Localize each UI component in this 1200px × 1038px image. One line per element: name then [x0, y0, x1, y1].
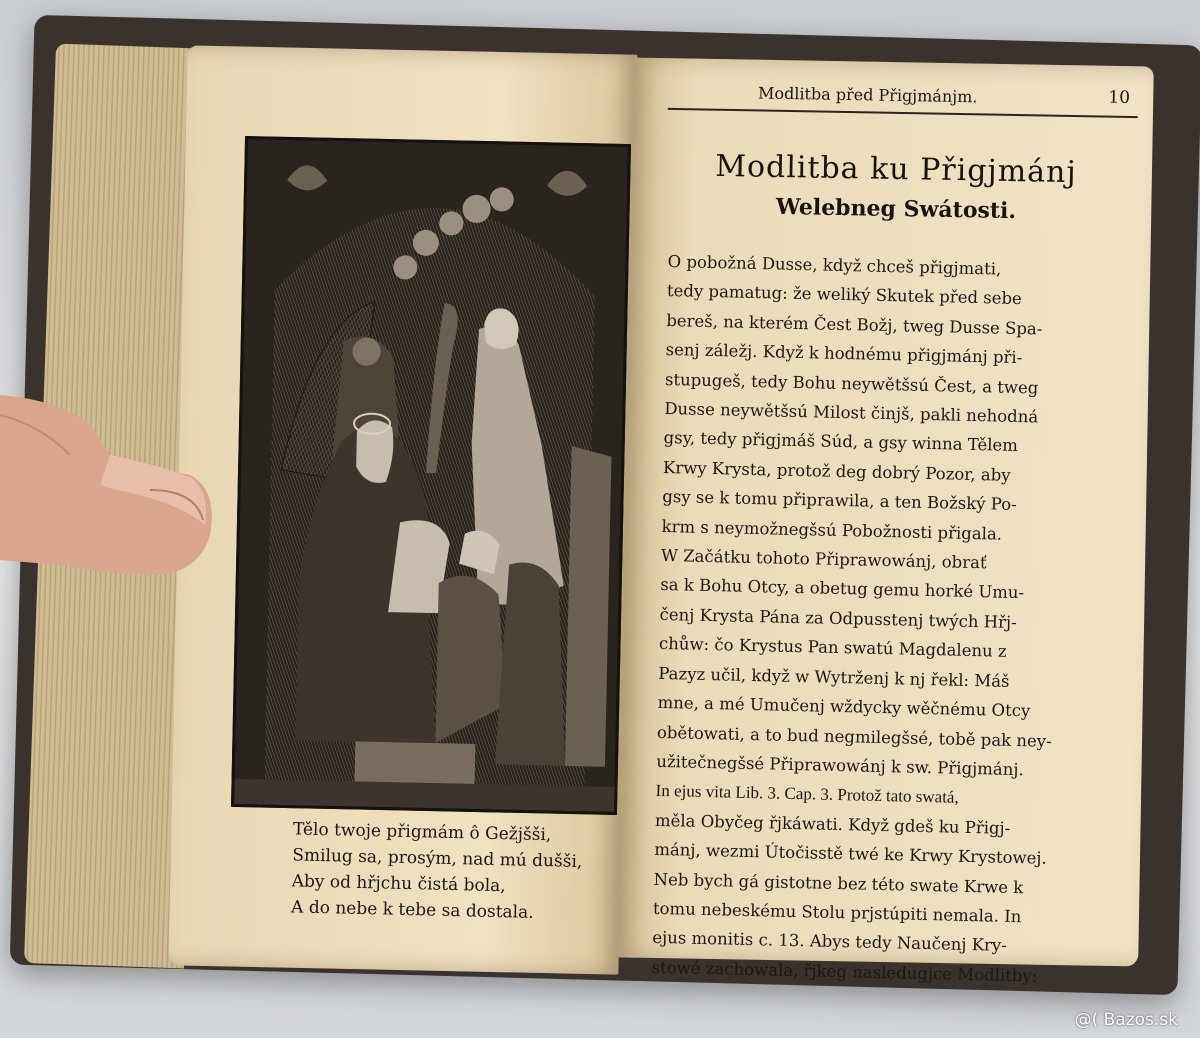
page-number: 10	[1108, 87, 1131, 108]
body-line: In ejus vita Lib. 3. Cap. 3. Protož tato swatá,	[655, 781, 959, 808]
caption-line: A do nebe k tebe sa dostala.	[290, 897, 534, 923]
body-line: stowé zachowala, řjkeg nasledugjce Modlitby:	[651, 957, 1038, 986]
prayer-title: Modlitba ku Přigjmánj	[714, 148, 1078, 191]
body-line: ejus monitis c. 13. Abys tedy Naučenj Kry-	[652, 928, 1008, 956]
body-line: měla Obyčeg řjkáwati. Když gdeš ku Přigj-	[654, 810, 1011, 838]
body-line: gsy se k tomu připrawila, a ten Božský Po-	[662, 487, 1017, 515]
hand-holding-book	[0, 395, 215, 595]
body-line: obětowati, a to bud negmilegšsé, tobě pak ney-	[656, 722, 1052, 751]
body-line: čenj Krysta Pána za Odpusstenj twých Hřj-	[659, 604, 1017, 632]
body-line: užitečnegšsé Připrawowánj k sw. Přigjmánj.	[656, 751, 1024, 780]
body-line: Krwy Krysta, protož deg dobrý Pozor, aby	[662, 457, 1011, 485]
prayer-body-text	[651, 247, 1128, 992]
body-line: tomu nebeskému Stolu prjstúpiti nemala. In	[652, 898, 1022, 927]
body-line: Dusse neywětšsú Milost činjš, pakli nehodná	[664, 398, 1039, 427]
body-line: sa k Bohu Otcy, a obetug gemu horké Umu-	[660, 575, 1025, 603]
body-line: chůw: čo Krystus Pan swatú Magdalenu z	[658, 634, 1007, 662]
caption-line: Smilug sa, prosým, nad mú dušši,	[292, 845, 583, 872]
engraving-illustration	[231, 136, 631, 815]
caption-line: Aby od hřjchu čistá bola,	[291, 871, 506, 897]
body-line: gsy, tedy přigjmáš Súd, a gsy winna Tělem	[663, 428, 1019, 456]
thumb-image	[0, 395, 215, 595]
body-line: krm s neymožnegšsú Pobožnosti přigala.	[661, 516, 1003, 544]
body-line: Neb bych gá gistotne bez této swate Krwe k	[653, 869, 1024, 897]
body-line: mánj, wezmi Útočisstě twé ke Krwy Krystowej.	[654, 839, 1047, 868]
communion-scene-image	[234, 139, 628, 812]
body-line: bereš, na kterém Čest Božj, tweg Dusse Spa-	[666, 310, 1043, 339]
illustration-caption	[291, 816, 613, 927]
prayer-subtitle: Welebneg Swátosti.	[775, 193, 1017, 225]
caption-line: Tělo twoje přigmám ô Gežjšši,	[292, 819, 552, 846]
site-watermark: @( Bazos.sk	[1074, 1010, 1178, 1030]
body-line: mne, a mé Umučenj wždycky wěčnému Otcy	[657, 692, 1031, 721]
body-line: W Začátku tohoto Připrawowánj, obrať	[660, 545, 987, 573]
body-line: tedy pamatug: že weliký Skutek před sebe	[666, 281, 1023, 309]
body-line: stupugeš, tedy Bohu neywětšsú Čest, a tweg	[664, 369, 1039, 398]
body-line: O pobožná Dusse, když chceš přigjmati,	[667, 251, 1002, 279]
body-line: senj záležj. Když k hodnému přigjmánj při-	[665, 340, 1023, 368]
body-line: Pazyz učil, když w Wytrženj k nj řekl: Máš	[658, 663, 1010, 691]
running-head-title: Modlitba před Přigjmánjm.	[757, 83, 978, 107]
